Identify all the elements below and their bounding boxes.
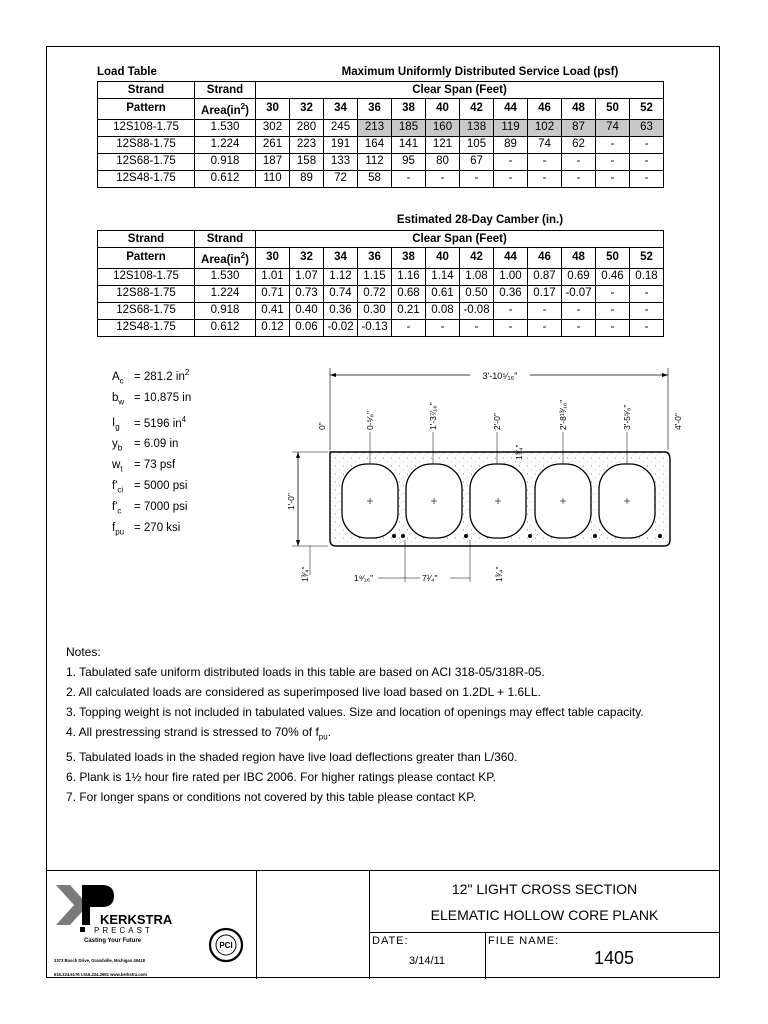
file-name-label: FILE NAME:	[488, 935, 560, 947]
dim-h: 4'-0"	[673, 413, 683, 430]
date-label: DATE:	[372, 935, 409, 947]
span-header: 32	[290, 99, 324, 120]
strand-area-cell: 0.918	[195, 153, 256, 170]
table-row	[98, 170, 664, 187]
value-cell: -	[426, 319, 460, 336]
header-strand: Strand	[98, 231, 195, 248]
value-cell: 63	[630, 119, 664, 136]
bottom-right-label: 1³⁄₄"	[494, 566, 504, 582]
value-cell: 223	[290, 136, 324, 153]
value-cell: 0.41	[256, 302, 290, 319]
address: 3373 Busch Drive, Grandville, Michigan 49418	[54, 958, 146, 963]
value-cell: 0.06	[290, 319, 324, 336]
value-cell: 1.16	[392, 268, 426, 285]
value-cell: 0.46	[596, 268, 630, 285]
camber-table	[97, 230, 664, 337]
property-row: $I_g = 5196$ $in^4$	[112, 414, 187, 432]
value-cell: 158	[290, 153, 324, 170]
value-cell: -	[596, 285, 630, 302]
value-cell: 0.71	[256, 285, 290, 302]
load-table-title: Maximum Uniformly Distributed Service Load (psf)	[341, 66, 619, 78]
tagline: Casting Your Future	[84, 938, 142, 944]
span-header: 44	[494, 99, 528, 120]
dim-c: 1'-3⁷⁄₁₆"	[428, 402, 438, 430]
overall-width-label: 3'-10⁵⁄₁₆"	[482, 371, 518, 381]
property-row: $f_{pu} = 270$ ksi	[112, 521, 181, 537]
strand-area-cell: 1.224	[195, 285, 256, 302]
header-area: $Area(in^2)$	[195, 99, 256, 120]
value-cell: 141	[392, 136, 426, 153]
strand-pattern-cell: 12S48-1.75	[98, 170, 195, 187]
table-row	[98, 319, 664, 336]
dim-b: 0-⁵⁄₈"	[365, 410, 375, 430]
property-row: $A_c = 281.2$ $in^2$	[112, 368, 190, 386]
value-cell: 105	[460, 136, 494, 153]
value-cell: 1.07	[290, 268, 324, 285]
span-header: 50	[596, 99, 630, 120]
value-cell: 119	[494, 119, 528, 136]
span-header: 48	[562, 99, 596, 120]
value-cell: 213	[358, 119, 392, 136]
strand-pattern-cell: 12S88-1.75	[98, 136, 195, 153]
note-item: 3. Topping weight is not included in tabulated values. Size and location of openings may effect table capacity.	[66, 705, 644, 719]
value-cell: 245	[324, 119, 358, 136]
value-cell: 138	[460, 119, 494, 136]
value-cell: 0.87	[528, 268, 562, 285]
header-strand: Strand	[98, 82, 195, 99]
value-cell: -	[528, 153, 562, 170]
value-cell: -	[392, 319, 426, 336]
value-cell: 62	[562, 136, 596, 153]
span-header: 38	[392, 99, 426, 120]
strand-pattern-cell: 12S68-1.75	[98, 153, 195, 170]
value-cell: -	[630, 319, 664, 336]
note-item: 7. For longer spans or conditions not covered by this table please contact KP.	[66, 790, 477, 805]
strand-area-cell: 1.530	[195, 268, 256, 285]
header-strand-2: Strand	[195, 82, 256, 99]
value-cell: 0.61	[426, 285, 460, 302]
company-name: KERKSTRA	[100, 912, 173, 927]
strand-pattern-cell: 12S108-1.75	[98, 119, 195, 136]
value-cell: -	[630, 302, 664, 319]
span-header: 30	[256, 99, 290, 120]
strand-pattern-cell: 12S108-1.75	[98, 268, 195, 285]
span-header: 34	[324, 99, 358, 120]
value-cell: 95	[392, 153, 426, 170]
height-dimension	[286, 452, 328, 546]
note-item: 1. Tabulated safe uniform distributed loads in this table are based on ACI 318-05/318R-05.	[66, 665, 545, 679]
value-cell: 1.14	[426, 268, 460, 285]
strand-area-cell: 0.612	[195, 319, 256, 336]
value-cell: -0.13	[358, 319, 392, 336]
contact: 616.224.6176 t.616.224.2651 www.kerkstra.com	[54, 972, 147, 977]
strand-pattern-cell: 12S68-1.75	[98, 302, 195, 319]
value-cell: -	[494, 170, 528, 187]
value-cell: 74	[596, 119, 630, 136]
value-cell: 0.73	[290, 285, 324, 302]
value-cell: -	[494, 319, 528, 336]
span-header: 52	[630, 99, 664, 120]
table-row	[98, 119, 664, 136]
span-header: 44	[494, 248, 528, 269]
value-cell: -0.07	[562, 285, 596, 302]
value-cell: 302	[256, 119, 290, 136]
header-area: $Area(in^2)$	[195, 248, 256, 269]
value-cell: 1.12	[324, 268, 358, 285]
overall-width-dimension	[330, 368, 668, 450]
value-cell: -	[528, 302, 562, 319]
value-cell: 191	[324, 136, 358, 153]
value-cell: 160	[426, 119, 460, 136]
value-cell: 1.01	[256, 268, 290, 285]
value-cell: -	[460, 170, 494, 187]
header-span: Clear Span (Feet)	[256, 231, 664, 248]
value-cell: 121	[426, 136, 460, 153]
core-width-label: 7¹⁄₄"	[422, 573, 438, 583]
value-cell: 1.00	[494, 268, 528, 285]
notes-section	[66, 642, 644, 807]
value-cell: 0.36	[494, 285, 528, 302]
span-header: 34	[324, 248, 358, 269]
value-cell: -	[494, 153, 528, 170]
company-sub: PRECAST	[94, 926, 153, 935]
value-cell: 72	[324, 170, 358, 187]
dim-d: 2'-0"	[492, 413, 502, 430]
property-row: $w_t = 73$ psf	[112, 459, 176, 474]
value-cell: 0.68	[392, 285, 426, 302]
value-cell: -	[630, 285, 664, 302]
value-cell: 0.12	[256, 319, 290, 336]
dim-g: 3'-5⁵⁄₈"	[622, 404, 632, 430]
span-header: 46	[528, 248, 562, 269]
value-cell: -	[562, 153, 596, 170]
span-header: 40	[426, 99, 460, 120]
strand-area-cell: 1.530	[195, 119, 256, 136]
drawing-title-line1: 12" LIGHT CROSS SECTION	[451, 881, 638, 897]
pci-logo: PCI	[219, 941, 233, 950]
note-item: 5. Tabulated loads in the shaded region have live load deflections greater than L/360.	[66, 750, 518, 765]
value-cell: -	[562, 170, 596, 187]
value-cell: -	[494, 302, 528, 319]
value-cell: 0.74	[324, 285, 358, 302]
dim-f: 2'-8¹³⁄₁₆"	[558, 399, 568, 430]
value-cell: 0.50	[460, 285, 494, 302]
value-cell: -	[630, 136, 664, 153]
table-row	[98, 302, 664, 319]
load-table	[97, 81, 664, 188]
strand-area-cell: 0.918	[195, 302, 256, 319]
span-header: 48	[562, 248, 596, 269]
span-header: 42	[460, 99, 494, 120]
value-cell: 110	[256, 170, 290, 187]
value-cell: -	[528, 170, 562, 187]
value-cell: 102	[528, 119, 562, 136]
core-dimension-labels	[317, 400, 683, 460]
value-cell: 133	[324, 153, 358, 170]
value-cell: -	[596, 153, 630, 170]
dim-a: 0"	[317, 422, 327, 430]
value-cell: 0.72	[358, 285, 392, 302]
note-item: 2. All calculated loads are considered as superimposed live load based on 1.2DL + 1.6LL.	[66, 685, 541, 699]
span-header: 36	[358, 99, 392, 120]
value-cell: -	[426, 170, 460, 187]
strand-pattern-cell: 12S48-1.75	[98, 319, 195, 336]
property-row: $b_w = 10.875$ in	[112, 391, 192, 407]
value-cell: 0.69	[562, 268, 596, 285]
value-cell: -	[596, 319, 630, 336]
value-cell: 185	[392, 119, 426, 136]
table-row	[98, 153, 664, 170]
value-cell: 1.15	[358, 268, 392, 285]
value-cell: 164	[358, 136, 392, 153]
value-cell: -	[596, 136, 630, 153]
section-properties	[112, 364, 191, 541]
property-row: $y_b = 6.09$ in	[112, 438, 179, 453]
span-header: 36	[358, 248, 392, 269]
value-cell: 0.17	[528, 285, 562, 302]
value-cell: -0.08	[460, 302, 494, 319]
value-cell: 89	[290, 170, 324, 187]
span-header: 42	[460, 248, 494, 269]
value-cell: -	[392, 170, 426, 187]
date-value: 3/14/11	[409, 955, 445, 967]
value-cell: -	[460, 319, 494, 336]
value-cell: 1.08	[460, 268, 494, 285]
table-row	[98, 285, 664, 302]
value-cell: 0.21	[392, 302, 426, 319]
value-cell: 74	[528, 136, 562, 153]
value-cell: -0.02	[324, 319, 358, 336]
table-row	[98, 268, 664, 285]
value-cell: 0.40	[290, 302, 324, 319]
strand-pattern-cell: 12S88-1.75	[98, 285, 195, 302]
span-header: 40	[426, 248, 460, 269]
header-span: Clear Span (Feet)	[256, 82, 664, 99]
note-item: 6. Plank is 1½ hour fire rated per IBC 2006. For higher ratings please contact KP.	[66, 770, 497, 785]
strand-area-cell: 1.224	[195, 136, 256, 153]
span-header: 30	[256, 248, 290, 269]
height-label: 1'-0"	[286, 493, 296, 510]
header-strand-2: Strand	[195, 231, 256, 248]
value-cell: 280	[290, 119, 324, 136]
value-cell: 80	[426, 153, 460, 170]
property-row: $f'_c = 7000$ psi	[112, 501, 188, 516]
value-cell: -	[528, 319, 562, 336]
span-header: 32	[290, 248, 324, 269]
header-pattern: Pattern	[98, 99, 195, 120]
value-cell: -	[630, 170, 664, 187]
value-cell: 89	[494, 136, 528, 153]
value-cell: 187	[256, 153, 290, 170]
note-item: 4. All prestressing strand is stressed to 70% of $f_{pu}$.	[66, 725, 332, 742]
drawing-title-line2: ELEMATIC HOLLOW CORE PLANK	[430, 907, 659, 923]
kerkstra-logo	[54, 879, 254, 979]
span-header: 50	[596, 248, 630, 269]
value-cell: 0.36	[324, 302, 358, 319]
value-cell: 0.08	[426, 302, 460, 319]
value-cell: 87	[562, 119, 596, 136]
value-cell: -	[562, 302, 596, 319]
bottom-left-label: 1³⁄₄"	[300, 566, 310, 582]
value-cell: 112	[358, 153, 392, 170]
file-name-value: 1405	[594, 948, 635, 968]
notes-heading: Notes:	[66, 645, 101, 659]
camber-table-title: Estimated 28-Day Camber (in.)	[396, 214, 564, 226]
value-cell: -	[596, 302, 630, 319]
title-block	[46, 870, 720, 979]
value-cell: 0.30	[358, 302, 392, 319]
table-row	[98, 136, 664, 153]
strand-area-cell: 0.612	[195, 170, 256, 187]
header-pattern: Pattern	[98, 248, 195, 269]
edge-label: 1⁹⁄₁₆"	[354, 573, 374, 583]
value-cell: -	[562, 319, 596, 336]
value-cell: 58	[358, 170, 392, 187]
span-header: 38	[392, 248, 426, 269]
property-row: $f'_{ci} = 5000$ psi	[112, 480, 188, 495]
value-cell: 261	[256, 136, 290, 153]
value-cell: 67	[460, 153, 494, 170]
span-header: 52	[630, 248, 664, 269]
value-cell: 0.18	[630, 268, 664, 285]
value-cell: -	[630, 153, 664, 170]
span-header: 46	[528, 99, 562, 120]
load-table-caption: Load Table	[97, 66, 157, 78]
value-cell: -	[596, 170, 630, 187]
cross-section-drawing	[270, 360, 690, 600]
